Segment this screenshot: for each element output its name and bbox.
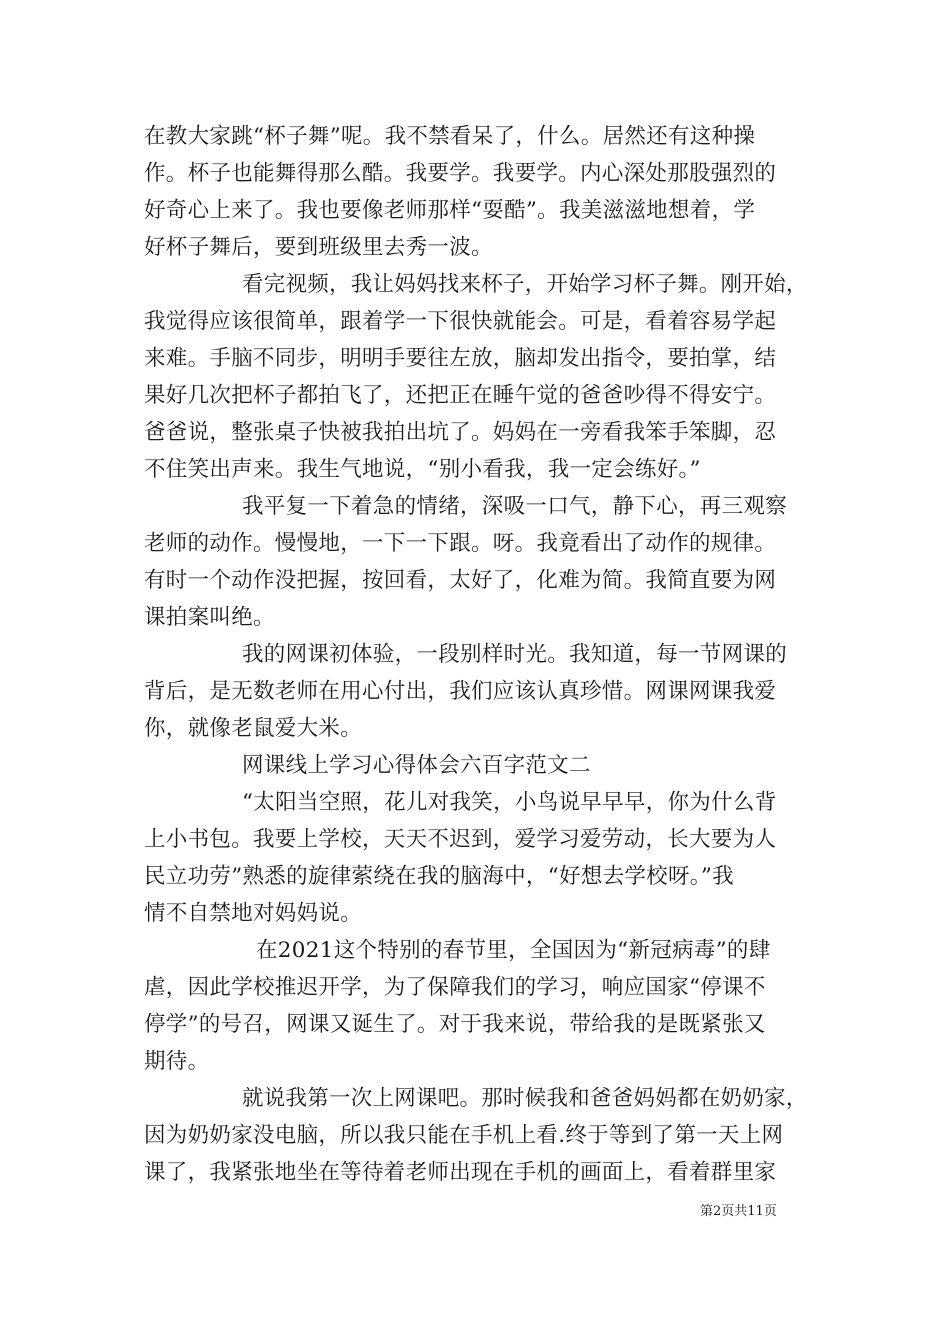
text-line: 就说我第一次上网课吧。那时候我和爸爸妈妈都在奶奶家，	[242, 1086, 808, 1111]
text-line: 我平复一下着急的情绪，深吸一口气，静下心，再三观察	[242, 494, 788, 519]
text-line: 课拍案叫绝。	[144, 605, 275, 630]
text-line: 我的网课初体验，一段别样时光。我知道，每一节网课的	[242, 642, 788, 667]
text-line: 在教大家跳“杯子舞”呢。我不禁看呆了，什么。居然还有这种操	[144, 124, 756, 149]
document-body	[144, 118, 808, 1191]
text-line: 背后，是无数老师在用心付出，我们应该认真珍惜。网课网课我爱	[144, 679, 777, 704]
text-line: 停学”的号召，网课又诞生了。对于我来说，带给我的是既紧张又	[144, 1012, 766, 1037]
text-line: 因为奶奶家没电脑，所以我只能在手机上看.终于等到了第一天上网	[144, 1123, 784, 1148]
text-line: 有时一个动作没把握，按回看，太好了，化难为简。我简直要为网	[144, 568, 777, 593]
text-line: 老师的动作。慢慢地，一下一下跟。呀。我竟看出了动作的规律。	[144, 531, 777, 556]
text-line: “太阳当空照，花儿对我笑，小鸟说早早早，你为什么背	[242, 790, 777, 815]
text-line: 期待。	[144, 1049, 210, 1074]
text-line: 果好几次把杯子都拍飞了，还把正在睡午觉的爸爸吵得不得安宁。	[144, 383, 777, 408]
text-line: 看完视频，我让妈妈找来杯子，开始学习杯子舞。刚开始，	[242, 272, 808, 297]
text-line: 上小书包。我要上学校，天天不迟到，爱学习爱劳动，长大要为人	[144, 827, 777, 852]
text-line: 课了，我紧张地坐在等待着老师出现在手机的画面上，看着群里家	[144, 1160, 777, 1185]
text-line: 网课线上学习心得体会六百字范文二	[242, 753, 591, 778]
text-line: 好奇心上来了。我也要像老师那样“耍酷”。我美滋滋地想着，学	[144, 198, 756, 223]
text-line: 不住笑出声来。我生气地说，“别小看我，我一定会练好。”	[144, 457, 701, 482]
text-line: 情不自禁地对妈妈说。	[144, 901, 363, 926]
text-line: 爸爸说，整张桌子快被我拍出坑了。妈妈在一旁看我笨手笨脚，忍	[144, 420, 777, 445]
text-line: 虐，因此学校推迟开学，为了保障我们的学习，响应国家“停课不	[144, 975, 766, 1000]
text-line: 作。杯子也能舞得那么酷。我要学。我要学。内心深处那股强烈的	[144, 161, 777, 186]
text-line: 在2021这个特别的春节里，全国因为“新冠病毒”的肆	[256, 938, 771, 963]
text-line: 好杯子舞后，要到班级里去秀一波。	[144, 235, 493, 260]
text-line: 来难。手脑不同步，明明手要往左放，脑却发出指令，要拍掌，结	[144, 346, 777, 371]
text-line: 民立功劳”熟悉的旋律萦绕在我的脑海中，“好想去学校呀。”我	[144, 864, 734, 889]
text-line: 你，就像老鼠爱大米。	[144, 716, 363, 741]
text-line: 我觉得应该很简单，跟着学一下很快就能会。可是，看着容易学起	[144, 309, 777, 334]
page-number-footer: 第2页共11页	[700, 1204, 777, 1219]
